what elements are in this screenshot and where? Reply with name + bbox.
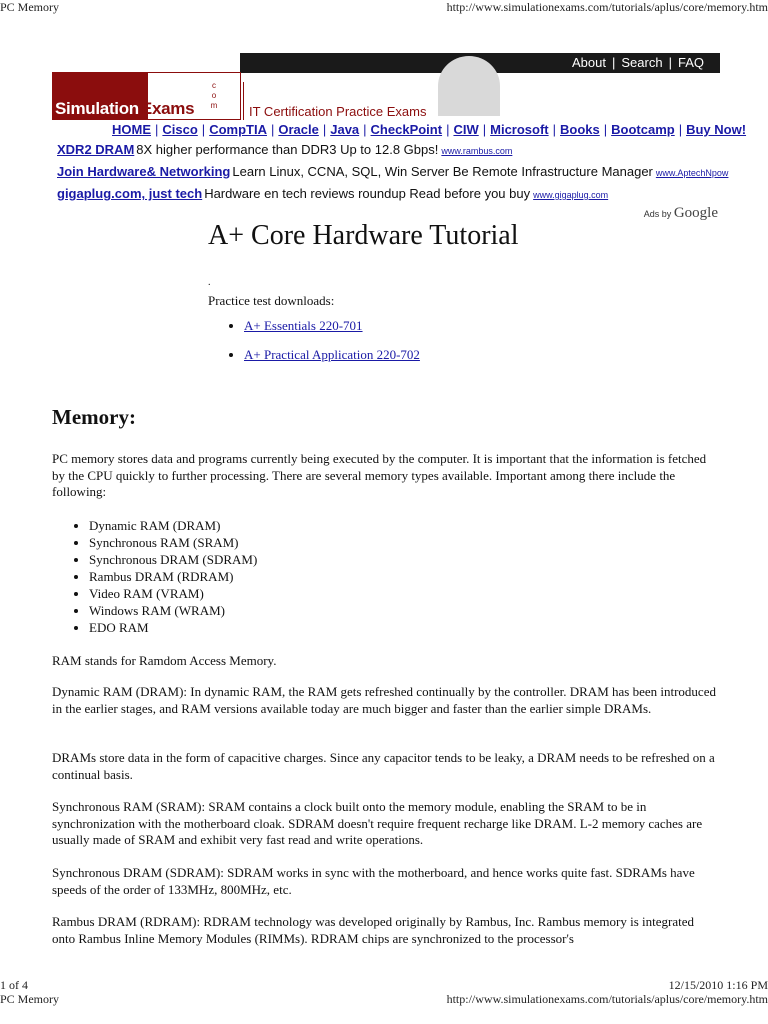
print-next-url: http://www.simulationexams.com/tutorials/aplus/core/memory.htm: [446, 992, 768, 1006]
dram-paragraph: Dynamic RAM (DRAM): In dynamic RAM, the RAM gets refreshed continually by the controller. DRAM has been introduced in the earlier stages, and RAM versions available today are much bigger and faster than the earlier simple DRAMs.: [52, 684, 716, 716]
nav-separator: |: [201, 122, 206, 137]
download-link-practical[interactable]: A+ Practical Application 220-702: [244, 347, 420, 362]
nav-separator: |: [322, 122, 327, 137]
list-item: • Rambus DRAM (RDRAM): [89, 568, 257, 585]
nav-separator: |: [155, 122, 159, 137]
ad-body: Hardware en tech reviews roundup Read before you buy: [204, 186, 531, 201]
sram-paragraph: Synchronous RAM (SRAM): SRAM contains a clock built onto the memory module, enabling the SRAM to be in synchronization with the motherboard cloak. SDRAM doesn't require frequent recharge like DRAM. L-2 memory caches are usually made of SRAM and exhibit very fast read and write operations.: [52, 799, 703, 847]
nav-oracle[interactable]: Oracle: [278, 122, 319, 137]
download-list: [208, 318, 420, 376]
nav-separator: |: [678, 122, 683, 137]
list-item: • Video RAM (VRAM): [89, 585, 257, 602]
nav-separator: |: [612, 55, 616, 70]
print-footer-page: 1 of 4: [0, 978, 28, 992]
sdram-paragraph: Synchronous DRAM (SDRAM): SDRAM works in sync with the motherboard, and hence works quite fast. SDRAMs have speeds of the order of 133MHz, 800MHz, etc.: [52, 865, 695, 897]
ad-body: 8X higher performance than DDR3 Up to 12.8 Gbps!: [136, 142, 439, 157]
list-item: • Synchronous RAM (SRAM): [89, 534, 257, 551]
list-item: [244, 347, 420, 363]
nav-cisco[interactable]: Cisco: [162, 122, 198, 137]
ad-title-link[interactable]: gigaplug.com, just tech: [57, 186, 203, 201]
list-item: • Synchronous DRAM (SDRAM): [89, 551, 257, 568]
nav-separator: |: [552, 122, 557, 137]
ad-body: Learn Linux, CCNA, SQL, Win Server Be Remote Infrastructure Manager: [232, 164, 653, 179]
nav-checkpoint[interactable]: CheckPoint: [370, 122, 443, 137]
nav-separator: |: [603, 122, 608, 137]
header-curve-decoration: [438, 56, 500, 116]
logo-divider: [243, 82, 244, 120]
stray-dot: .: [208, 277, 211, 288]
top-bar: [240, 53, 720, 73]
nav-bootcamp[interactable]: Bootcamp: [611, 122, 675, 137]
ad-line: [57, 164, 728, 179]
ads-by-google[interactable]: [644, 205, 718, 222]
nav-separator: |: [363, 122, 367, 137]
nav-separator: |: [482, 122, 487, 137]
dram-charge-paragraph: DRAMs store data in the form of capacitive charges. Since any capacitor tends to be leaky, a DRAM needs to be refreshed on a continual basis.: [52, 750, 715, 782]
google-logo: Google: [673, 205, 718, 221]
search-link[interactable]: Search: [621, 55, 663, 70]
rdram-paragraph: Rambus DRAM (RDRAM): RDRAM technology was developed originally by Rambus, Inc. Rambus memory is integrated onto Rambus Inline Memory Modules (RIMMs). RDRAM chips are synchronized to the processor's: [52, 914, 694, 946]
main-nav: [112, 122, 746, 137]
ads-by-prefix: Ads by: [643, 209, 672, 219]
list-item: • Windows RAM (WRAM): [89, 602, 257, 619]
ad-line: [57, 142, 512, 157]
ad-url-link[interactable]: www.AptechNpow: [655, 168, 729, 178]
intro-paragraph: PC memory stores data and programs currently being executed by the computer. It is important that the information is fetched by the CPU quickly to further processing. There are several memory types available. Important among there include the following:: [52, 451, 707, 499]
memory-type-list: [52, 517, 257, 636]
nav-separator: |: [270, 122, 275, 137]
print-footer-datetime: 12/15/2010 1:16 PM: [668, 978, 768, 992]
print-next-title: PC Memory: [0, 992, 60, 1006]
nav-separator: |: [668, 55, 672, 70]
logo-com: c o m: [210, 81, 218, 110]
section-title: Memory:: [52, 405, 136, 429]
nav-buy-now[interactable]: Buy Now!: [686, 122, 747, 137]
list-item: [244, 318, 420, 334]
print-header-title: PC Memory: [0, 0, 60, 14]
nav-ciw[interactable]: CIW: [453, 122, 479, 137]
nav-java[interactable]: Java: [330, 122, 360, 137]
faq-link[interactable]: FAQ: [677, 55, 704, 70]
logo-wordmark: [55, 99, 194, 119]
download-link-essentials[interactable]: A+ Essentials 220-701: [244, 318, 363, 333]
ad-title-link[interactable]: XDR2 DRAM: [57, 142, 135, 157]
nav-comptia[interactable]: CompTIA: [209, 122, 267, 137]
nav-home[interactable]: HOME: [112, 122, 151, 137]
nav-books[interactable]: Books: [560, 122, 600, 137]
practice-label: Practice test downloads:: [208, 293, 335, 308]
list-item: • Dynamic RAM (DRAM): [89, 517, 257, 534]
logo-simulation: Simulation: [55, 99, 139, 118]
ad-url-link[interactable]: www.rambus.com: [441, 146, 513, 156]
ad-url-link[interactable]: www.gigaplug.com: [533, 190, 609, 200]
print-header-url: http://www.simulationexams.com/tutorials/aplus/core/memory.htm: [446, 0, 768, 14]
page-title: A+ Core Hardware Tutorial: [208, 220, 519, 251]
tagline: IT Certification Practice Exams: [249, 104, 427, 119]
logo-exams: Exams: [140, 99, 195, 118]
top-nav: [572, 55, 704, 70]
ad-line: [57, 186, 608, 201]
nav-separator: |: [446, 122, 450, 137]
site-logo[interactable]: [52, 72, 241, 120]
ad-title-link[interactable]: Join Hardware& Networking: [57, 164, 231, 179]
ram-definition-paragraph: RAM stands for Ramdom Access Memory.: [52, 653, 277, 668]
list-item: • EDO RAM: [89, 619, 257, 636]
nav-microsoft[interactable]: Microsoft: [490, 122, 549, 137]
about-link[interactable]: About: [572, 55, 606, 70]
